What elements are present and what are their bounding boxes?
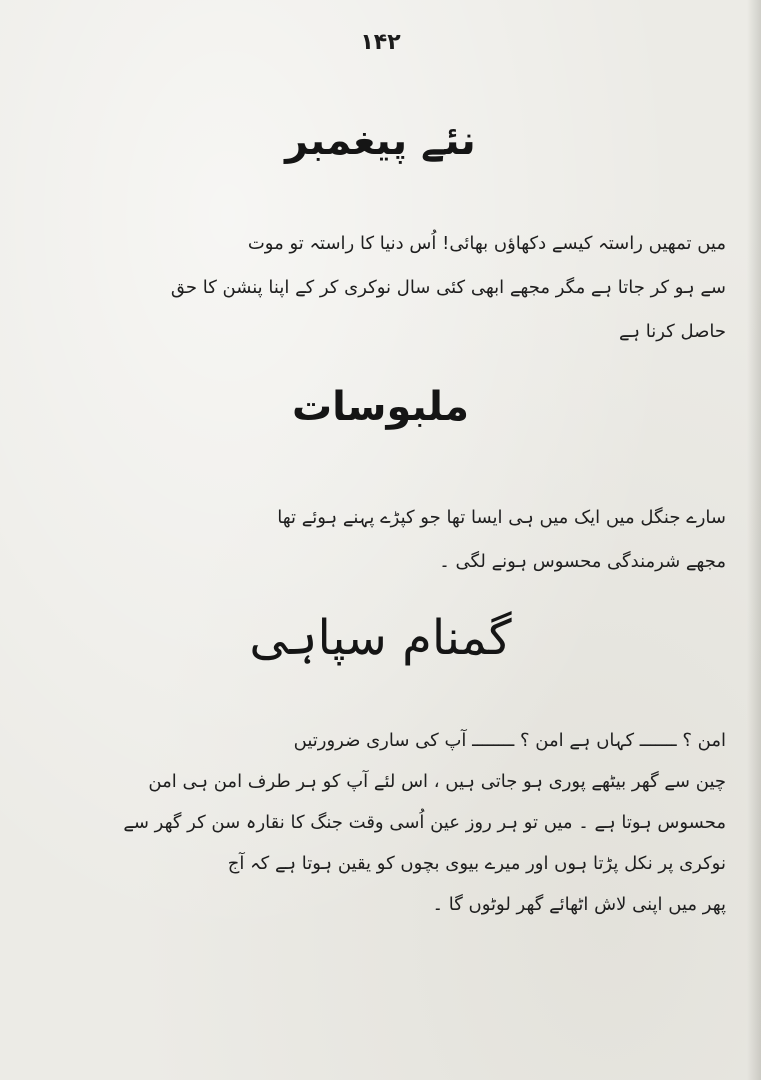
section-title-gumnam-sipahi: گمنام سپاہی	[249, 610, 512, 666]
page-number: ۱۴۲	[360, 30, 401, 55]
text-line: سارے جنگل میں ایک میں ہی ایسا تھا جو کپڑے پہنے ہوئے تھا	[277, 507, 726, 528]
text-line: پھر میں اپنی لاش اٹھائے گھر لوٹوں گا ۔	[432, 894, 726, 915]
section-title-naye-paighambar: نئے پیغمبر	[285, 118, 476, 164]
section-title-malbusat: ملبوسات	[291, 384, 470, 430]
text-line: امن ؟ ـــــــ کہاں ہے امن ؟ ــــــــ آپ کی ساری ضرورتیں	[293, 730, 726, 751]
text-line: محسوس ہوتا ہے ۔ میں تو ہر روز عین اُسی وقت جنگ کا نقارہ سن کر گھر سے	[123, 812, 726, 833]
section-body-gumnam-sipahi	[40, 720, 726, 925]
text-line: میں تمھیں راستہ کیسے دکھاؤں بھائی! اُس دنیا کا راستہ تو موت	[247, 233, 726, 254]
section-body-naye-paighambar	[40, 222, 726, 354]
text-line: نوکری پر نکل پڑتا ہوں اور میرے بیوی بچوں کو یقین ہوتا ہے کہ آج	[227, 853, 726, 874]
text-line: مجھے شرمندگی محسوس ہونے لگی ۔	[439, 551, 726, 572]
text-line: حاصل کرنا ہے	[618, 321, 726, 342]
text-line: چین سے گھر بیٹھے پوری ہو جاتی ہیں ، اس لئے آپ کو ہر طرف امن ہی امن	[148, 771, 726, 792]
section-body-malbusat	[40, 496, 726, 584]
text-line: سے ہو کر جاتا ہے مگر مجھے ابھی کئی سال نوکری کر کے اپنا پنشن کا حق	[170, 277, 726, 298]
